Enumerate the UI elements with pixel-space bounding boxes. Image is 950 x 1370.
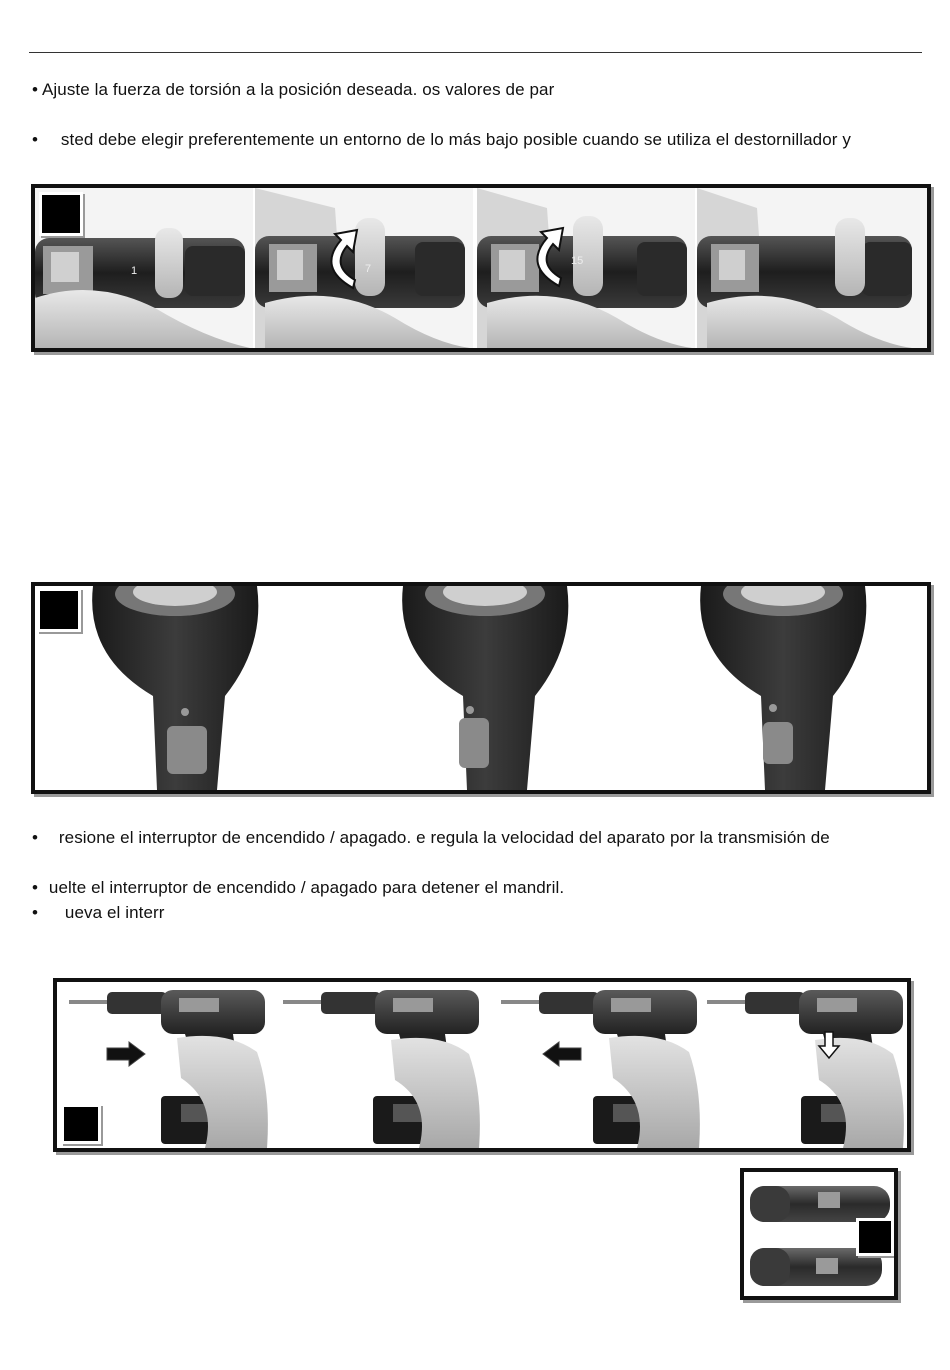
- figure-torque-sequence: [31, 184, 931, 352]
- bullet-text: Ajuste la fuerza de torsión a la posición deseada. os valores de par: [41, 80, 555, 99]
- bullet-release-switch: [32, 878, 564, 898]
- torque-panel-2: [255, 188, 473, 348]
- header-rule: [29, 52, 922, 53]
- bullet-torque-adjust: [32, 80, 554, 100]
- bullet-move-switch: [32, 903, 165, 923]
- bullet-mark: •: [32, 80, 39, 99]
- direction-panel-3: [501, 990, 700, 1148]
- figure-badge: [37, 588, 81, 632]
- direction-panel-4: [707, 990, 904, 1148]
- bullet-text: ueva el interr: [64, 903, 165, 922]
- svg-text:15: 15: [571, 255, 584, 267]
- direction-panel-2: [283, 990, 480, 1148]
- figure-speed-switch: [31, 582, 931, 794]
- figure-gear-selector: [740, 1168, 898, 1300]
- bullet-mark: •: [32, 828, 39, 847]
- svg-text:1: 1: [131, 265, 138, 277]
- figure-badge: [61, 1104, 101, 1144]
- bullet-text: uelte el interruptor de encendido / apagado para detener el mandril.: [48, 878, 565, 897]
- bullet-screwdriver-setting: [32, 130, 851, 150]
- figure-badge: [39, 192, 83, 236]
- figure-badge: [856, 1218, 894, 1256]
- figure-direction-switch: [53, 978, 911, 1152]
- torque-panel-4: [697, 188, 927, 348]
- switch-photos: [35, 586, 927, 790]
- bullet-press-switch: [32, 828, 830, 848]
- bullet-mark: •: [32, 130, 39, 149]
- bullet-text: sted debe elegir preferentemente un entorno de lo más bajo posible cuando se utiliza el destornillador y: [60, 130, 851, 149]
- switch-panel-2: [402, 586, 568, 790]
- torque-panel-3: [477, 188, 695, 348]
- svg-text:7: 7: [365, 263, 372, 275]
- gear-panel-1: [750, 1186, 890, 1222]
- bullet-mark: •: [32, 878, 39, 897]
- bullet-text: resione el interruptor de encendido / apagado. e regula la velocidad del aparato por la transmisión de: [58, 828, 830, 847]
- bullet-mark: •: [32, 903, 39, 922]
- switch-panel-1: [92, 586, 258, 790]
- switch-panel-3: [700, 586, 866, 790]
- direction-photos: [57, 982, 907, 1148]
- torque-photos: [35, 188, 927, 348]
